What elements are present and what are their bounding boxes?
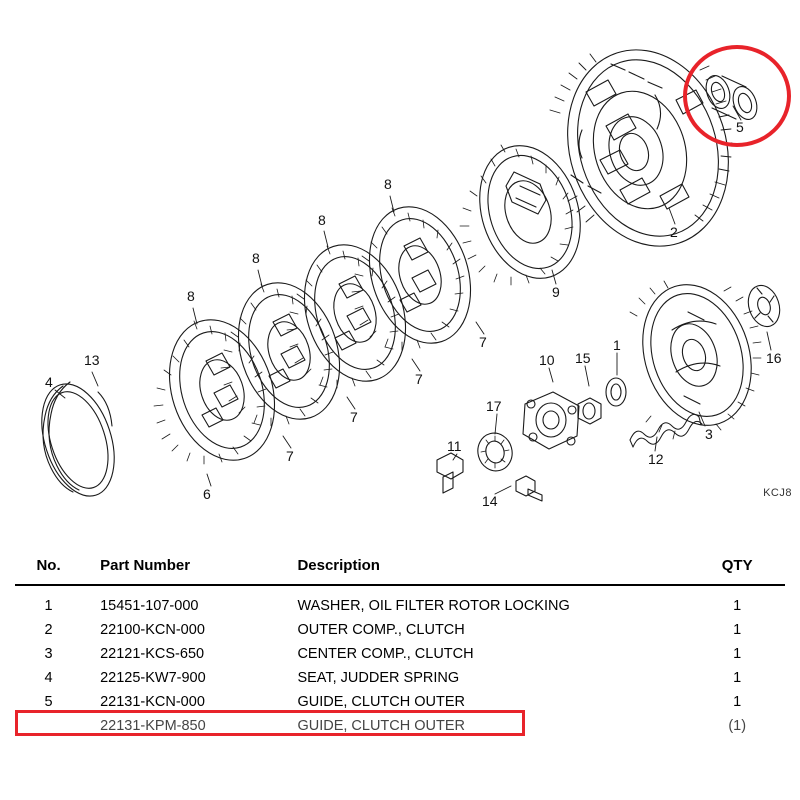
cell-qty: 1 [733,694,742,710]
cell-part-number: 22100-KCN-000 [100,622,205,638]
table-header-row [15,545,785,585]
callout-1: 1 [613,337,621,353]
cell-description: SEAT, JUDDER SPRING [297,670,460,686]
callout-2: 2 [670,224,678,240]
judder-spring-and-seat [29,375,128,506]
clutch-outer-basket [543,29,753,267]
table-header [15,545,785,585]
cell-qty: 1 [733,646,742,662]
header-part-number: Part Number [82,545,289,585]
table-body [15,585,785,738]
callout-12: 12 [648,451,664,467]
cell-description: GUIDE, CLUTCH OUTER [297,694,466,710]
cell-description: GUIDE, CLUTCH OUTER [297,718,466,734]
table-row[interactable] [15,666,785,690]
callout-17: 17 [486,398,502,414]
lock-washer-16 [743,281,785,330]
callout-7b: 7 [415,371,423,387]
cell-no: 1 [44,598,53,614]
cell-no: 3 [44,646,53,662]
pressure-plate [460,132,597,291]
callout-14: 14 [482,493,498,509]
cell-description: OUTER COMP., CLUTCH [297,622,465,638]
callout-16: 16 [766,350,782,366]
table-row[interactable] [15,714,785,738]
cell-no: 4 [44,670,53,686]
header-description: Description [289,545,689,585]
table-row[interactable] [15,642,785,666]
callout-7c: 7 [350,409,358,425]
callout-10: 10 [539,352,555,368]
callout-13: 13 [84,352,100,368]
callout-9: 9 [552,284,560,300]
cell-part-number: 22125-KW7-900 [100,670,206,686]
callout-8b: 8 [318,212,326,228]
header-qty: QTY [689,545,785,585]
cell-no: 5 [44,694,53,710]
cell-no [15,714,82,738]
cell-part-number: 22131-KPM-850 [100,718,206,734]
callout-6: 6 [203,486,211,502]
cell-description: CENTER COMP., CLUTCH [297,646,474,662]
cell-qty: 1 [733,598,742,614]
callout-8c: 8 [252,250,260,266]
parts-table-container [0,545,800,738]
callout-3: 3 [705,426,713,442]
callout-4: 4 [45,374,53,390]
cell-part-number: 22121-KCS-650 [100,646,205,662]
header-no: No. [15,545,82,585]
clutch-center-gear [625,270,768,442]
table-row[interactable] [15,618,785,642]
parts-table [15,545,785,738]
clutch-center-hardware [437,378,702,501]
cell-part-number: 22131-KCN-000 [100,694,205,710]
cell-no: 2 [44,622,53,638]
table-row[interactable] [15,585,785,618]
callout-8a: 8 [384,176,392,192]
callout-15: 15 [575,350,591,366]
callout-5: 5 [736,119,744,135]
cell-qty: (1) [728,718,747,734]
table-row-highlighted[interactable] [15,690,785,714]
callout-7d: 7 [286,448,294,464]
cell-qty: 1 [733,670,742,686]
callout-11: 11 [447,438,462,454]
diagram-watermark: KCJ8 [763,487,792,499]
callout-7a: 7 [479,334,487,350]
callout-8d: 8 [187,288,195,304]
cell-part-number: 15451-107-000 [100,598,199,614]
cell-description: WASHER, OIL FILTER ROTOR LOCKING [297,598,570,614]
clutch-plate-stack [152,194,487,474]
cell-qty: 1 [733,622,742,638]
